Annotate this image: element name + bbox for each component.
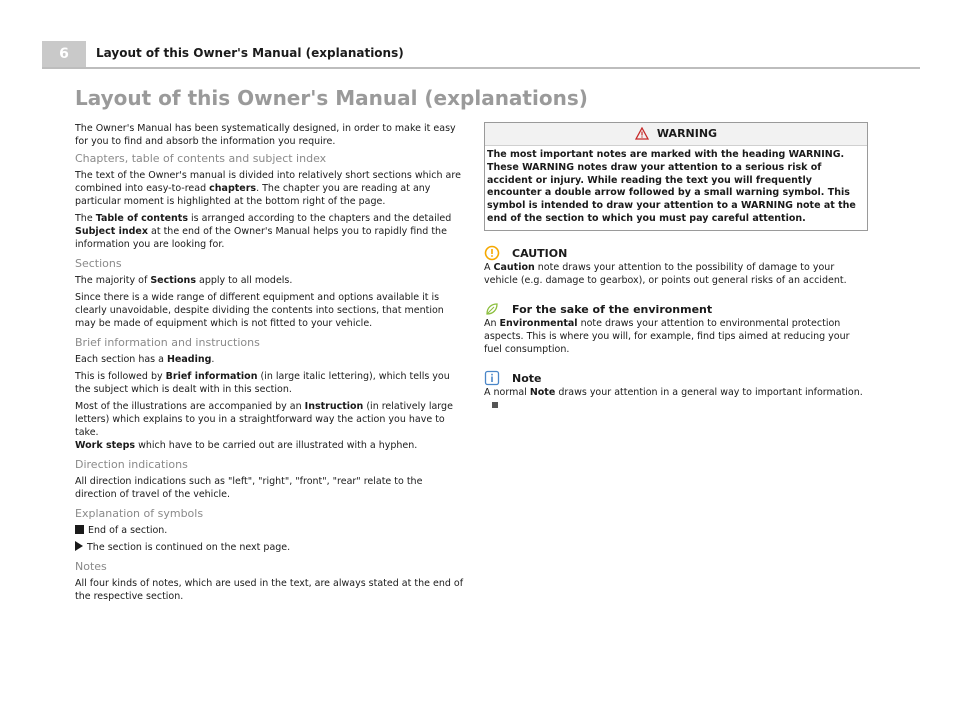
text: . The chapter you are reading at any particular moment is highlighted at the bottom right of the page. [75,183,431,207]
section-heading-notes: Notes [75,560,107,573]
caution-title: CAUTION [512,246,568,260]
paragraph: Since there is a wide range of different equipment and options available it is clearly unavoidable, despite dividing the contents into sections, that mention may be made of equipment which is not fitted to your vehicle. [75,292,444,329]
paragraph [75,400,467,452]
right-column [484,122,868,412]
text: End of a section. [88,525,168,536]
bold-term: Sections [150,275,196,286]
text: (in relatively large letters) which explains to you in a straightforward way the action you have to take. [75,401,453,438]
intro-paragraph: The Owner's Manual has been systematically designed, in order to make it easy for you to find and absorb the information you require. [75,123,456,147]
paragraph [75,212,467,251]
note-title: Note [512,371,542,385]
bold-term: Note [529,386,556,398]
text: The section is continued on the next page. [87,542,291,553]
text: note draws your attention to environmental protection aspects. This is where you will, for example, find tips aimed at reducing your fuel consumption. [484,317,850,355]
paragraph [75,274,467,287]
text: draws your attention in a general way to important information. [555,386,863,398]
section-heading-direction: Direction indications [75,458,188,471]
paragraph: All four kinds of notes, which are used in the text, are always stated at the end of the respective section. [75,578,464,602]
text: at the end of the Owner's Manual helps you to rapidly find the information you are looking for. [75,226,447,250]
running-header-title: Layout of this Owner's Manual (explanations) [96,46,404,60]
continued-arrow-icon [75,541,83,551]
text: is arranged according to the chapters and the detailed [188,213,452,224]
warning-triangle-icon [635,127,649,140]
end-of-section-icon [75,525,84,534]
bold-term: Caution [493,261,535,273]
warning-box [484,122,868,231]
section-heading-brief-info: Brief information and instructions [75,336,260,349]
page-number: 6 [42,41,86,68]
text: note draws your attention to the possibility of damage to your vehicle (e.g. damage to gearbox), or points out general risks of an accident. [484,261,847,286]
text: An [484,317,500,329]
bold-term: Table of contents [95,213,189,224]
bold-term: Environmental [499,317,578,329]
symbol-item-continued [75,541,467,554]
note-heading [484,372,868,386]
caution-heading [484,247,868,261]
text: A [484,261,494,273]
text: The majority of [75,275,151,286]
text: The [75,213,96,224]
note-text [484,386,868,412]
text: . [211,354,215,365]
text: Most of the illustrations are accompanied by an [75,401,305,412]
environment-text [484,317,868,356]
paragraph [75,353,467,366]
caution-icon [484,245,500,261]
bold-term: chapters [209,183,257,194]
info-icon [484,370,500,386]
environment-leaf-icon [484,301,500,317]
page-title: Layout of this Owner's Manual (explanations) [75,86,588,110]
text: A normal [484,386,530,398]
header-divider [42,67,920,69]
section-heading-symbols: Explanation of symbols [75,507,204,520]
warning-heading: WARNING [656,127,718,140]
warning-header [485,123,867,146]
bold-term: Heading [166,354,212,365]
section-heading-chapters: Chapters, table of contents and subject index [75,152,327,165]
left-column [75,122,467,607]
environment-title: For the sake of the environment [512,302,713,316]
text: This is followed by [75,371,166,382]
environment-heading [484,303,868,317]
end-of-section-icon [492,402,498,408]
text: which have to be carried out are illustrated with a hyphen. [135,440,418,451]
caution-text [484,261,868,287]
section-heading-sections: Sections [75,257,122,270]
bold-term: Instruction [304,401,364,412]
bold-term: Subject index [75,226,148,237]
text: Each section has a [75,354,167,365]
paragraph [75,169,467,208]
warning-body: The most important notes are marked with the heading WARNING. These WARNING notes draw your attention to a serious risk of accident or injury. While reading the text you will frequently encounter a double arrow followed by a small warning symbol. This symbol is intended to draw your attention to a WARNING note at the end of the section to which you must pay careful attention. [487,149,856,224]
text: The text of the Owner's manual is divided into relatively short sections which are combined into easy-to-read [75,170,461,194]
text: (in large italic lettering), which tells you the subject which is dealt with in this section. [75,371,450,395]
symbol-item-end [75,524,467,537]
text: apply to all models. [195,275,293,286]
bold-term: Brief information [165,371,258,382]
paragraph [75,370,467,396]
paragraph: All direction indications such as "left", "right", "front", "rear" relate to the direction of travel of the vehicle. [75,476,423,500]
bold-term: Work steps [75,440,136,451]
